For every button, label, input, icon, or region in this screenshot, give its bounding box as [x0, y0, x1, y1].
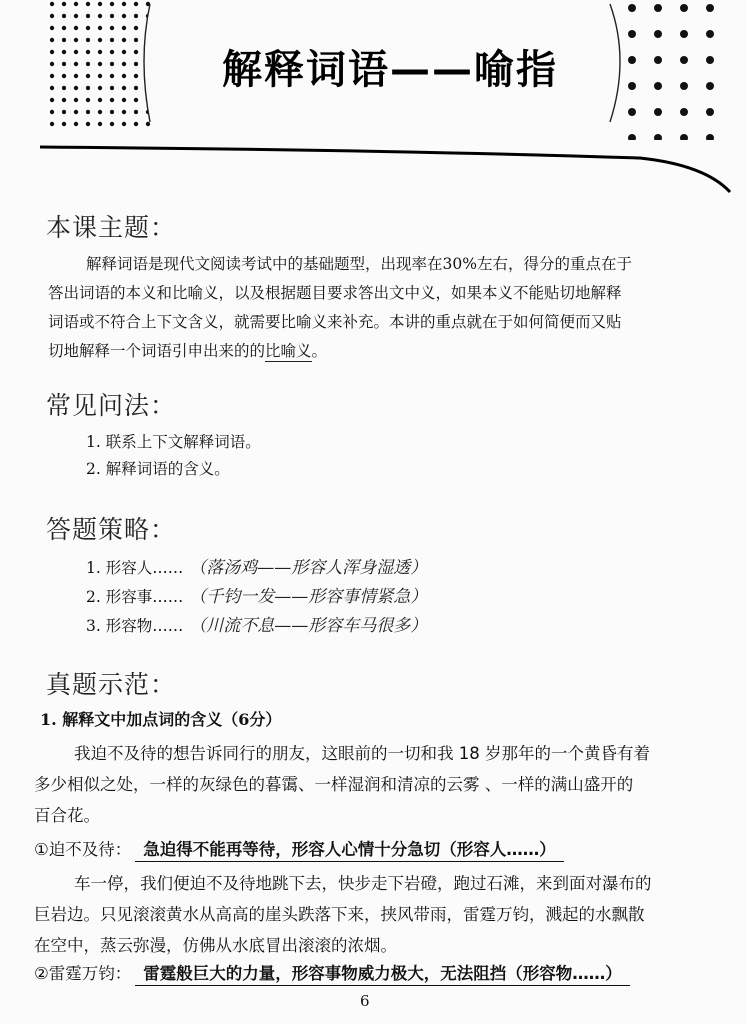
handwritten-answer: 雷霆般巨大的力量，形容事物威力极大，无法阻挡（形容物……）	[135, 964, 630, 986]
questions-heading: 常见问法：	[46, 391, 177, 420]
strategy-item: 2. 形容事…… （千钧一发——形容事情紧急）	[86, 587, 428, 607]
example-question: 1. 解释文中加点词的含义（6分）	[40, 710, 282, 729]
topic-line: 切地解释一个词语引申出来的的比喻义。	[48, 342, 328, 360]
handwritten-answer: 急迫得不能再等待，形容人心情十分急切（形容人……）	[135, 840, 564, 862]
underlined-word: 比喻义	[265, 342, 312, 360]
example-heading: 真题示范：	[46, 670, 177, 699]
passage-line: 多少相似之处，一样的灰绿色的暮霭、一样湿润和清凉的云雾 、一样的满山盛开的	[34, 775, 634, 794]
strategy-heading: 答题策略：	[46, 515, 177, 544]
passage-line: 我迫不及待的想告诉同行的朋友，这眼前的一切和我 18 岁那年的一个黄昏有着	[74, 744, 650, 763]
question-item: 2. 解释词语的含义。	[86, 460, 230, 478]
topic-line: 词语或不符合上下文含义，就需要比喻义来补充。本讲的重点就在于如何简便而又贴	[48, 313, 622, 331]
strategy-item: 1. 形容人…… （落汤鸡——形容人浑身湿透）	[86, 558, 428, 578]
page-title: 解释词语——喻指	[222, 47, 558, 93]
passage-2	[34, 868, 734, 961]
handwritten-note: （落汤鸡——形容人浑身湿透）	[189, 558, 428, 578]
dotted-banner-graphic	[0, 0, 747, 200]
passage-line: 车一停，我们便迫不及待地跳下去，快步走下岩磴，跑过石滩，来到面对瀑布的	[74, 874, 652, 893]
question-item: 1. 联系上下文解释词语。	[86, 433, 261, 451]
handwritten-note: （川流不息——形容车马很多）	[189, 616, 428, 636]
topic-line: 解释词语是现代文阅读考试中的基础题型，出现率在30%左右，得分的重点在于	[86, 255, 632, 273]
topic-heading: 本课主题：	[46, 213, 177, 242]
title-banner	[0, 0, 747, 200]
topic-paragraph	[48, 250, 736, 366]
passage-1	[34, 738, 734, 831]
topic-line: 答出词语的本义和比喻义，以及根据题目要求答出文中义，如果本义不能贴切地解释	[48, 284, 622, 302]
handwritten-note: （千钧一发——形容事情紧急）	[189, 587, 428, 607]
passage-line: 巨岩边。只见滚滚黄水从高高的崖头跌落下来，挟风带雨，雷霆万钧，溅起的水飘散	[34, 905, 645, 924]
strategy-item: 3. 形容物…… （川流不息——形容车马很多）	[86, 616, 428, 636]
passage-line: 在空中，蒸云弥漫，仿佛从水底冒出滚滚的浓烟。	[34, 936, 397, 955]
page-number: 6	[360, 992, 370, 1010]
passage-line: 百合花。	[34, 806, 100, 825]
answer-1: ①迫不及待： 急迫得不能再等待，形容人心情十分急切（形容人……）	[34, 836, 564, 860]
answer-2: ②雷霆万钧： 雷霆般巨大的力量，形容事物威力极大，无法阻挡（形容物……）	[34, 960, 630, 984]
